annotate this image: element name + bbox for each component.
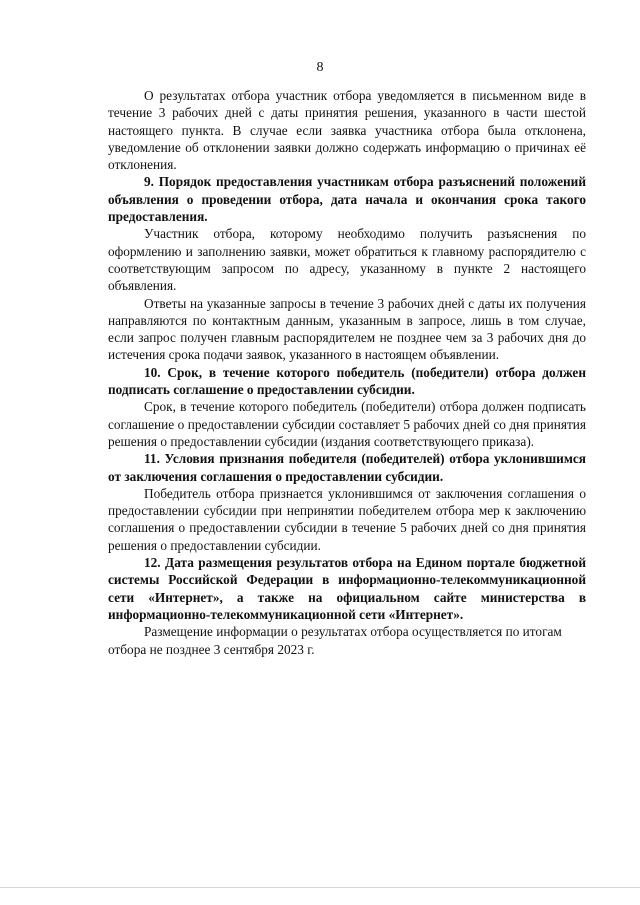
- paragraph-publication-date: Размещение информации о результатах отбора осуществляется по итогам отбора не позднее 3 сентября 2023 г.: [108, 624, 562, 657]
- document-body: [108, 87, 586, 658]
- paragraph-signing-term: Срок, в течение которого победитель (победители) отбора должен подписать соглашение о предоставлении субсидии составляет 5 рабочих дней со дня принятия решения о предоставлении субсидии (издания соответствующего приказа).: [108, 399, 586, 449]
- page-number: 8: [316, 60, 324, 75]
- paragraph-evasion-conditions: Победитель отбора признается уклонившимся от заключения соглашения о предоставлении субсидии при непринятии победителем отбора мер к заключению соглашения о предоставлении субсидии в течение 5 рабочих дней со дня принятия решения о предоставлении субсидии.: [108, 485, 586, 553]
- section-heading-12-publication-date: 12. Дата размещения результатов отбора на Едином портале бюджетной системы Российской Федерации в информационно-телекоммуникационной сети «Интернет», а также на официальном сайте министерства в информационно-телекоммуникационной сети «Интернет».: [108, 555, 586, 622]
- scan-edge-divider: [0, 887, 640, 888]
- paragraph-clarification-answers: Ответы на указанные запросы в течение 3 рабочих дней с даты их получения направляются по контактным данным, указанным в запросе, лишь в том случае, если запрос получен главным распорядителем не позднее чем за 3 рабочих дня до истечения срока подачи заявок, указанного в настоящем объявлении.: [108, 295, 586, 363]
- section-heading-10-signing-term: 10. Срок, в течение которого победитель (победители) отбора должен подписать соглашение о предоставлении субсидии.: [108, 364, 586, 398]
- section-heading-9-clarifications: 9. Порядок предоставления участникам отбора разъяснений положений объявления о проведении отбора, дата начала и окончания срока такого предоставления.: [108, 174, 586, 225]
- paragraph-clarification-request: Участник отбора, которому необходимо получить разъяснения по оформлению и заполнению заявки, может обратиться к главному распорядителю с соответствующим запросом по адресу, указанному в пункте 2 настоящего объявления.: [108, 226, 586, 294]
- section-heading-11-evasion-conditions: 11. Условия признания победителя (победителей) отбора уклонившимся от заключения соглашения о предоставлении субсидии.: [108, 451, 586, 484]
- paragraph-notification-results: О результатах отбора участник отбора уведомляется в письменном виде в течение 3 рабочих дней с даты принятия решения, указанного в части шестой настоящего пункта. В случае если заявка участника отбора была отклонена, уведомление об отклонении заявки должно содержать информацию о причинах её отклонения.: [108, 88, 586, 173]
